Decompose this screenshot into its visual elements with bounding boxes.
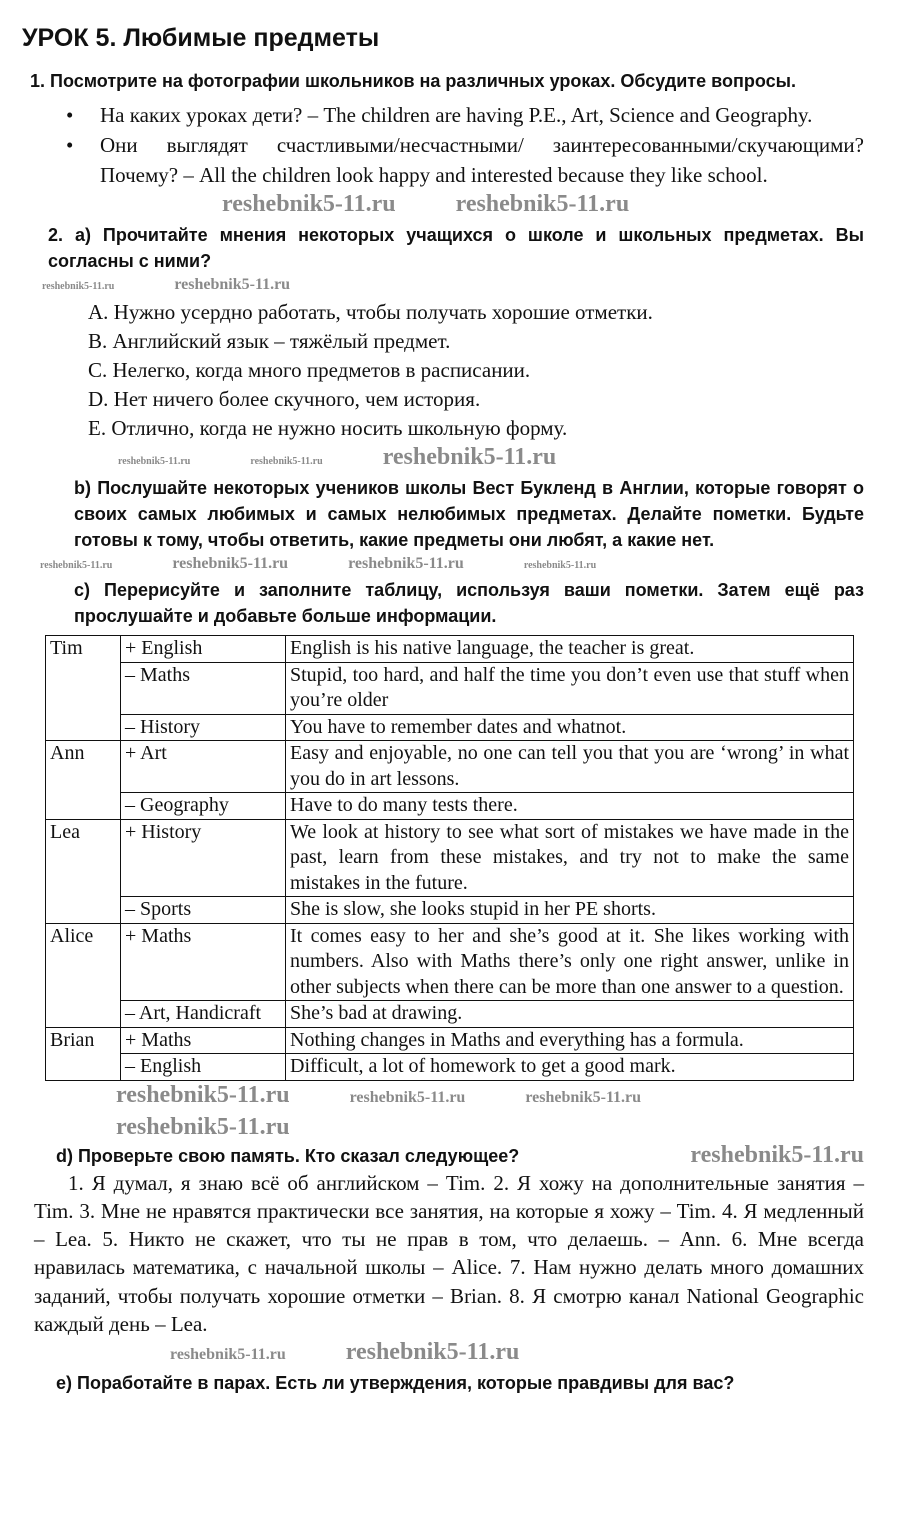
subject-cell: – Sports xyxy=(121,897,286,924)
watermark-row xyxy=(40,553,864,577)
comment-cell: Have to do many tests there. xyxy=(286,793,854,820)
table-row xyxy=(46,793,854,820)
comment-cell: We look at history to see what sort of mistakes we have made in the past, learn from these mistakes, and try not to make the same mistakes in the future. xyxy=(286,819,854,897)
watermark: reshebnik5-11.ru xyxy=(523,560,597,571)
table-row xyxy=(46,897,854,924)
subject-cell: – Geography xyxy=(121,793,286,820)
table-row xyxy=(46,741,854,793)
subjects-table xyxy=(45,635,854,1081)
watermark: reshebnik5-11.ru xyxy=(118,456,191,467)
student-name: Ann xyxy=(46,741,121,820)
watermark: reshebnik5-11.ru xyxy=(40,560,113,571)
watermark: reshebnik5-11.ru xyxy=(345,1339,520,1366)
subject-cell: + English xyxy=(121,636,286,663)
watermark: reshebnik5-11.ru xyxy=(348,555,464,572)
subject-cell: + Maths xyxy=(121,1027,286,1054)
comment-cell: She is slow, she looks stupid in her PE shorts. xyxy=(286,897,854,924)
table-row xyxy=(46,819,854,897)
task-2a-heading: 2. a) Прочитайте мнения некоторых учащихся о школе и школьных предметах. Вы согласны с ними? xyxy=(48,225,864,271)
subject-cell: – Art, Handicraft xyxy=(121,1001,286,1028)
table-row xyxy=(46,1054,854,1081)
subject-cell: – History xyxy=(121,714,286,741)
task-2b-heading: b) Послушайте некоторых учеников школы Вест Букленд в Англии, которые говорят о своих самых любимых и самых нелюбимых предметах. Делайте пометки. Будьте готовы к тому, чтобы ответить, какие предметы они любят, а какие нет. xyxy=(74,478,864,550)
watermark: reshebnik5-11.ru xyxy=(525,1088,642,1106)
comment-cell: Difficult, a lot of homework to get a good mark. xyxy=(286,1054,854,1081)
comment-cell: Easy and enjoyable, no one can tell you that you are ‘wrong’ in what you do in art lessons. xyxy=(286,741,854,793)
table-row xyxy=(46,1001,854,1028)
task-2d-heading: d) Проверьте свою память. Кто сказал следующее? xyxy=(56,1145,520,1166)
watermark: reshebnik5-11.ru xyxy=(382,444,557,470)
subject-cell: + Maths xyxy=(121,923,286,1001)
bullet-item: • Они выглядят счастливыми/несчастными/ заинтересованными/скучающими? Почему? – All the children look happy and interested because they like school. xyxy=(52,130,864,190)
watermark: reshebnik5-11.ru xyxy=(250,456,323,467)
watermark-row xyxy=(222,190,864,218)
watermark: reshebnik5-11.ru xyxy=(170,1346,286,1364)
table-row xyxy=(46,662,854,714)
subject-cell: + History xyxy=(121,819,286,897)
subject-cell: – English xyxy=(121,1054,286,1081)
watermark: reshebnik5-11.ru xyxy=(349,1088,466,1106)
task-2d-heading-row xyxy=(56,1141,864,1169)
student-name: Tim xyxy=(46,636,121,741)
table-row xyxy=(46,636,854,663)
option-a: A. Нужно усердно работать, чтобы получать хорошие отметки. xyxy=(88,300,653,324)
table-row xyxy=(46,1027,854,1054)
comment-cell: It comes easy to her and she’s good at it. She likes working with numbers. Also with Maths there’s only one right answer, unlike in other subjects when there can be more than one answer to a question. xyxy=(286,923,854,1001)
subject-cell: + Art xyxy=(121,741,286,793)
option-c: C. Нелегко, когда много предметов в расписании. xyxy=(88,358,531,382)
comment-cell: Nothing changes in Maths and everything has a formula. xyxy=(286,1027,854,1054)
task-1-heading: 1. Посмотрите на фотографии школьников на различных уроках. Обсудите вопросы. xyxy=(30,71,796,91)
comment-cell: English is his native language, the teacher is great. xyxy=(286,636,854,663)
student-name: Lea xyxy=(46,819,121,923)
watermark-row xyxy=(42,274,864,298)
table-row xyxy=(46,714,854,741)
watermark-row xyxy=(116,1081,864,1141)
watermark-row xyxy=(118,443,864,471)
watermark: reshebnik5-11.ru xyxy=(116,1113,290,1140)
option-d: D. Нет ничего более скучного, чем история. xyxy=(88,387,481,411)
watermark: reshebnik5-11.ru xyxy=(455,191,630,217)
task-2e-heading: e) Поработайте в парах. Есть ли утверждения, которые правдивы для вас? xyxy=(56,1373,735,1394)
option-e: E. Отлично, когда не нужно носить школьную форму. xyxy=(88,416,568,440)
bullet-item: • На каких уроках дети? – The children are having P.E., Art, Science and Geography. xyxy=(52,100,864,130)
comment-cell: You have to remember dates and whatnot. xyxy=(286,714,854,741)
option-b: B. Английский язык – тяжёлый предмет. xyxy=(88,329,451,353)
watermark: reshebnik5-11.ru xyxy=(116,1081,290,1108)
watermark-row xyxy=(170,1338,864,1366)
watermark: reshebnik5-11.ru xyxy=(222,191,396,217)
watermark: reshebnik5-11.ru xyxy=(690,1141,864,1168)
student-name: Alice xyxy=(46,923,121,1027)
task-1-bullets xyxy=(52,100,864,190)
watermark: reshebnik5-11.ru xyxy=(42,281,115,292)
page-title: УРОК 5. Любимые предметы xyxy=(22,24,380,52)
watermark: reshebnik5-11.ru xyxy=(174,276,291,293)
watermark: reshebnik5-11.ru xyxy=(172,555,289,572)
comment-cell: Stupid, too hard, and half the time you don’t even use that stuff when you’re older xyxy=(286,662,854,714)
task-2c-heading: c) Перерисуйте и заполните таблицу, используя ваши пометки. Затем ещё раз прослушайте и добавьте больше информации. xyxy=(74,580,864,626)
task-2d-text: 1. Я думал, я знаю всё об английском – Tim. 2. Я хожу на дополнительные занятия – Tim. 3. Мне не нравятся практически все занятия, на которые я хожу – Tim. 4. Я медленный – Lea. 5. Никто не скажет, что ты не прав в том, что делаешь. – Ann. 6. Мне всегда нравилась математика, с начальной школы – Alice. 7. Нам нужно делать много домашних заданий, чтобы получать хорошие отметки – Brian. 8. Я смотрю канал National Geographic каждый день – Lea. xyxy=(34,1170,864,1336)
subject-cell: – Maths xyxy=(121,662,286,714)
task-2a-options xyxy=(88,298,864,443)
student-name: Brian xyxy=(46,1027,121,1080)
comment-cell: She’s bad at drawing. xyxy=(286,1001,854,1028)
table-row xyxy=(46,923,854,1001)
